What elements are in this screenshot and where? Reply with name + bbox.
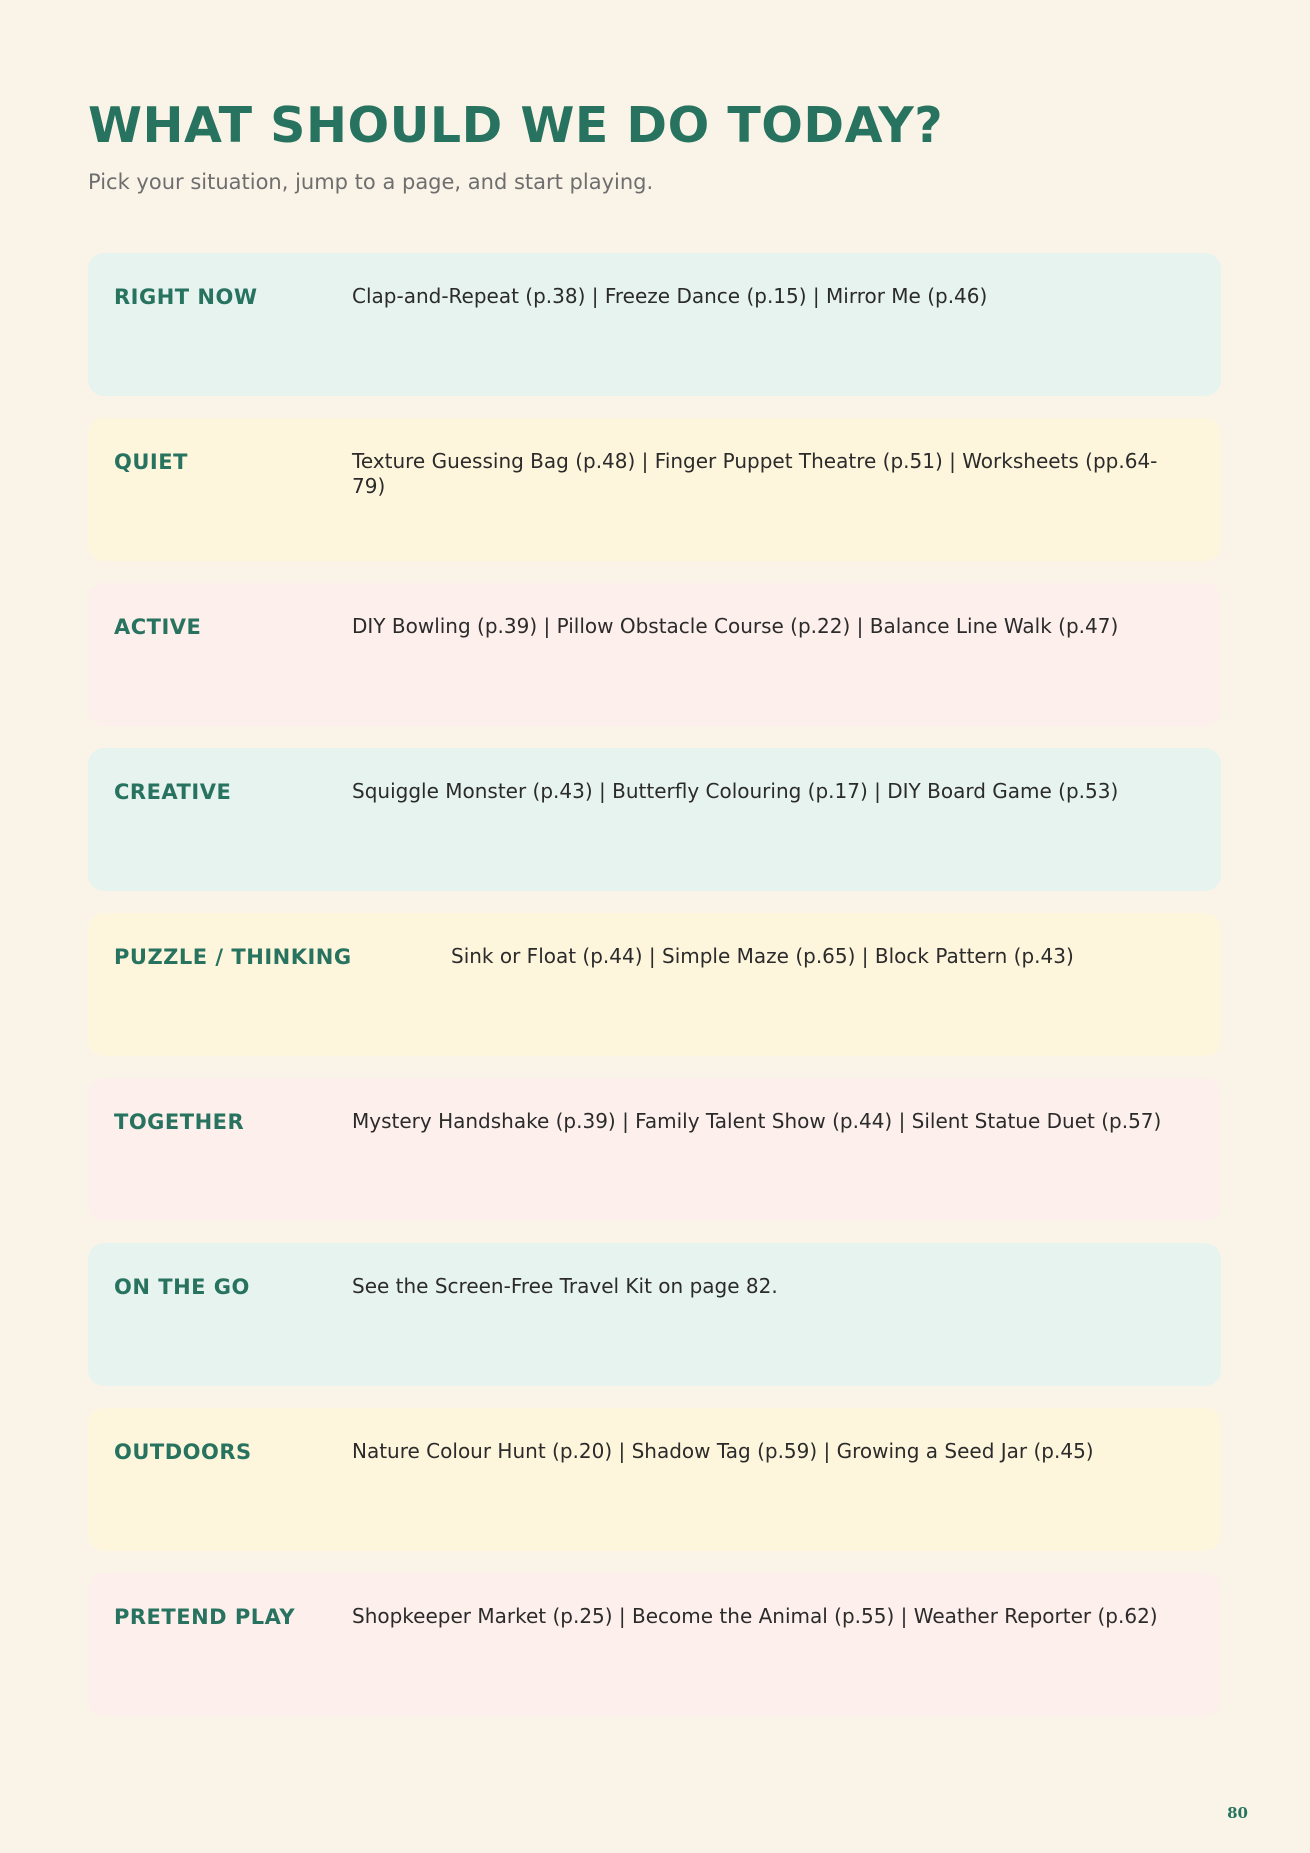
card-activities: See the Screen-Free Travel Kit on page 82. xyxy=(352,1274,778,1298)
page-title: WHAT SHOULD WE DO TODAY? xyxy=(88,97,944,154)
card-activities: Shopkeeper Market (p.25) | Become the Animal (p.55) | Weather Reporter (p.62) xyxy=(352,1604,1158,1628)
card-right-now xyxy=(88,253,1221,396)
card-label: TOGETHER xyxy=(114,1110,245,1134)
card-active xyxy=(88,583,1221,726)
card-activities: Sink or Float (p.44) | Simple Maze (p.65) | Block Pattern (p.43) xyxy=(451,944,1074,968)
card-label: CREATIVE xyxy=(114,780,232,804)
card-label: ON THE GO xyxy=(114,1275,250,1299)
card-creative xyxy=(88,748,1221,891)
card-label: OUTDOORS xyxy=(114,1440,252,1464)
page-number: 80 xyxy=(1227,1804,1248,1822)
card-pretend-play xyxy=(88,1573,1221,1716)
card-label: PUZZLE / THINKING xyxy=(114,945,352,969)
card-activities: Mystery Handshake (p.39) | Family Talent Show (p.44) | Silent Statue Duet (p.57) xyxy=(352,1109,1162,1133)
card-together xyxy=(88,1078,1221,1221)
card-activities: Clap-and-Repeat (p.38) | Freeze Dance (p.15) | Mirror Me (p.46) xyxy=(352,284,988,308)
card-label: RIGHT NOW xyxy=(114,285,258,309)
card-activities: Texture Guessing Bag (p.48) | Finger Puppet Theatre (p.51) | Worksheets (pp.64-79) xyxy=(352,449,1158,498)
card-label: PRETEND PLAY xyxy=(114,1605,296,1629)
page-subtitle: Pick your situation, jump to a page, and start playing. xyxy=(88,170,654,194)
card-outdoors xyxy=(88,1408,1221,1551)
card-puzzle-thinking xyxy=(88,913,1221,1056)
card-activities: Nature Colour Hunt (p.20) | Shadow Tag (p.59) | Growing a Seed Jar (p.45) xyxy=(352,1439,1094,1463)
card-quiet xyxy=(88,418,1221,561)
card-label: ACTIVE xyxy=(114,615,202,639)
situation-card-list xyxy=(88,253,1221,1738)
card-activities: Squiggle Monster (p.43) | Butterfly Colouring (p.17) | DIY Board Game (p.53) xyxy=(352,779,1119,803)
card-label: QUIET xyxy=(114,450,188,474)
card-activities: DIY Bowling (p.39) | Pillow Obstacle Course (p.22) | Balance Line Walk (p.47) xyxy=(352,614,1119,638)
card-on-the-go xyxy=(88,1243,1221,1386)
